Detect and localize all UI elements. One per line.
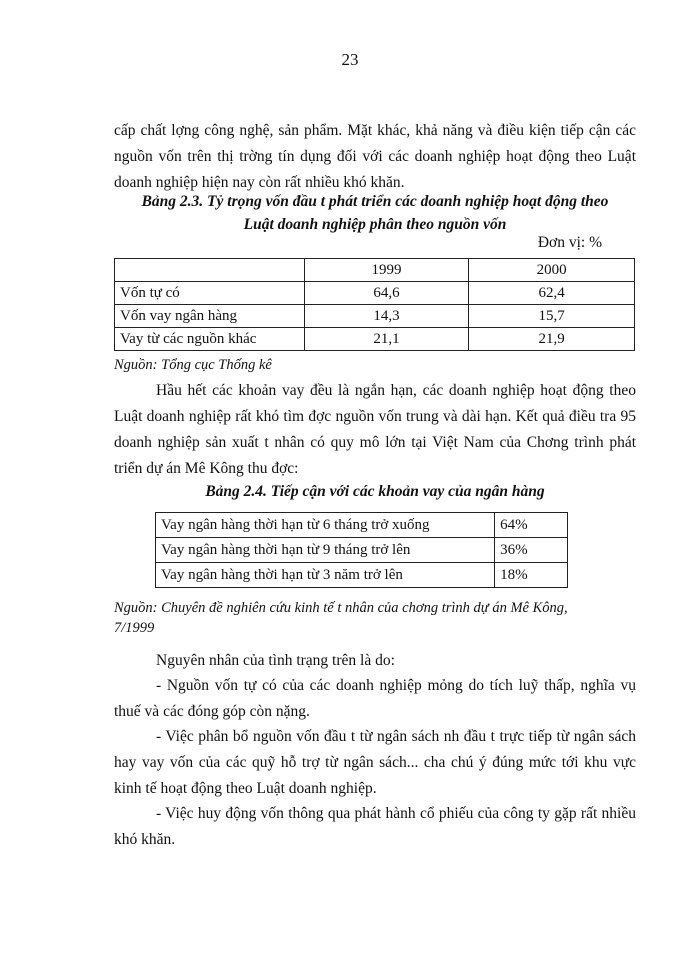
table-cell: 14,3 xyxy=(304,305,469,328)
table-cell: Vay từ các nguồn khác xyxy=(115,328,305,351)
paragraph-4: - Nguồn vốn tự có của các doanh nghiệp mỏng do tích luỹ thấp, nghĩa vụ thuế và các đóng góp còn nặng. xyxy=(114,677,636,720)
table-cell: Vay ngân hàng thời hạn từ 3 năm trở lên xyxy=(156,563,495,588)
table-2-4 xyxy=(155,512,568,588)
paragraph-3: Nguyên nhân của tình trạng trên là do: xyxy=(156,652,395,669)
table-cell: Vốn tự có xyxy=(115,282,305,305)
table-cell: 21,1 xyxy=(304,328,469,351)
table-2-4-source-line-1: Nguồn: Chuyên đề nghiên cứu kinh tế t nhân của chơng trình dự án Mê Kông, xyxy=(114,600,568,616)
page-number: 23 xyxy=(341,50,359,69)
table-2-4-source-line-2: 7/1999 xyxy=(114,620,155,636)
table-cell: 62,4 xyxy=(469,282,635,305)
table-row xyxy=(115,259,635,282)
table-cell: Vay ngân hàng thời hạn từ 9 tháng trở lên xyxy=(156,538,495,563)
table-row xyxy=(115,282,635,305)
table-cell: 64% xyxy=(495,513,568,538)
paragraph-5: - Việc phân bổ nguồn vốn đầu t từ ngân sách nh đầu t trực tiếp từ ngân sách hay vay vốn của các quỹ hỗ trợ từ ngân sách... cha chú ý đúng mức tới khu vực kinh tế hoạt động theo Luật doanh nghiệp. xyxy=(114,728,636,797)
table-cell: 64,6 xyxy=(304,282,469,305)
table-row xyxy=(156,563,568,588)
table-cell: 15,7 xyxy=(469,305,635,328)
table-cell: 21,9 xyxy=(469,328,635,351)
table-cell: Vốn vay ngân hàng xyxy=(115,305,305,328)
table-cell: Vay ngân hàng thời hạn từ 6 tháng trở xuống xyxy=(156,513,495,538)
table-2-4-caption: Bảng 2.4. Tiếp cận với các khoản vay của ngân hàng xyxy=(205,483,545,500)
table-header-cell xyxy=(115,259,305,282)
table-2-3-caption-line-1: Bảng 2.3. Tỷ trọng vốn đầu t phát triển các doanh nghiệp hoạt động theo xyxy=(141,193,609,210)
table-cell: 36% xyxy=(495,538,568,563)
table-row xyxy=(115,305,635,328)
table-2-3 xyxy=(114,258,635,351)
table-row xyxy=(115,328,635,351)
paragraph-2: Hầu hết các khoản vay đều là ngắn hạn, các doanh nghiệp hoạt động theo Luật doanh nghiệp rất khó tìm đợc nguồn vốn trung và dài hạn. Kết quả điều tra 95 doanh nghiệp sản xuất t nhân có quy mô lớn tại Việt Nam của Chơng trình phát triển dự án Mê Kông thu đợc: xyxy=(114,382,636,477)
table-header-cell: 2000 xyxy=(469,259,635,282)
unit-label: Đơn vị: % xyxy=(537,234,602,251)
paragraph-6: - Việc huy động vốn thông qua phát hành cổ phiếu của công ty gặp rất nhiều khó khăn. xyxy=(114,805,636,848)
table-row xyxy=(156,513,568,538)
table-2-3-caption-line-2: Luật doanh nghiệp phân theo nguồn vốn xyxy=(243,216,507,233)
paragraph-1: cấp chất lợng công nghệ, sản phẩm. Mặt khác, khả năng và điều kiện tiếp cận các nguồn vốn trên thị trờng tín dụng đối với các doanh nghiệp hoạt động theo Luật doanh nghiệp hiện nay còn rất nhiều khó khăn. xyxy=(114,122,636,191)
table-row xyxy=(156,538,568,563)
table-2-3-source: Nguồn: Tổng cục Thống kê xyxy=(114,357,272,373)
table-cell: 18% xyxy=(495,563,568,588)
table-header-cell: 1999 xyxy=(304,259,469,282)
